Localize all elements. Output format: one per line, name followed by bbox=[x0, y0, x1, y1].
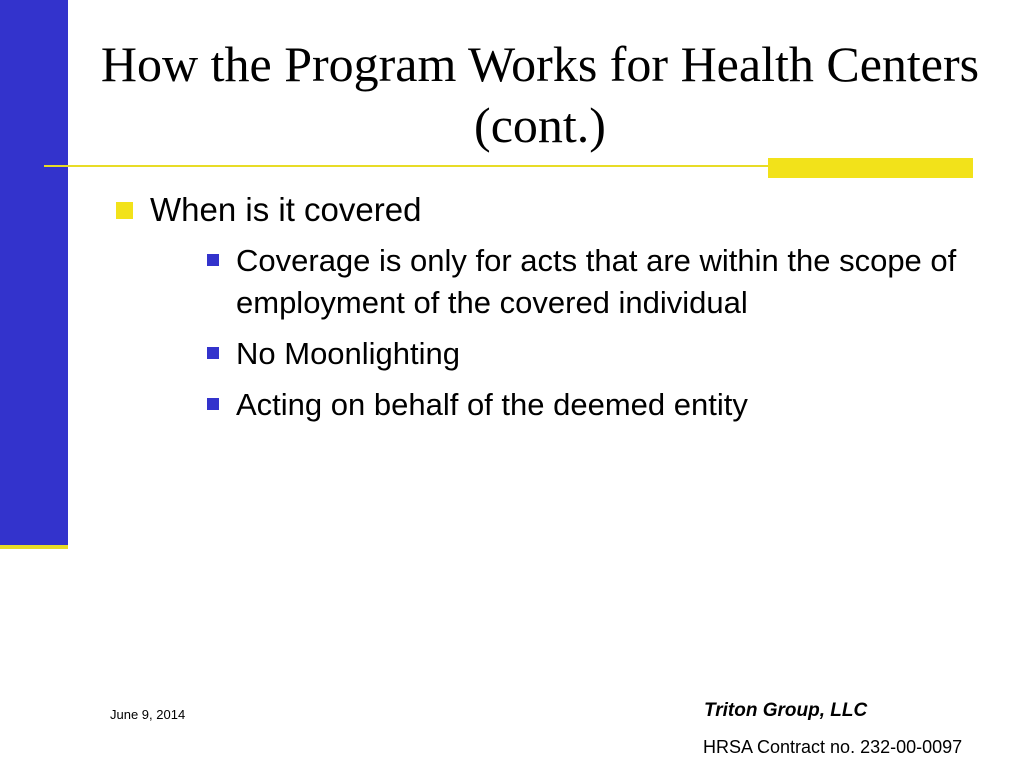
footer-date: June 9, 2014 bbox=[110, 707, 186, 722]
footer-company: Triton Group, LLC bbox=[704, 700, 868, 721]
yellow-square-bullet-icon bbox=[116, 202, 133, 219]
sub-bullet-list bbox=[150, 240, 990, 426]
bullet-item bbox=[110, 188, 990, 426]
sub-bullet-item bbox=[188, 240, 990, 324]
left-accent-bar bbox=[0, 0, 68, 545]
blue-square-bullet-icon bbox=[207, 347, 219, 359]
sub-bullet-text: Acting on behalf of the deemed entity bbox=[236, 387, 748, 422]
left-bar-underline bbox=[0, 545, 68, 549]
title-divider-block bbox=[768, 158, 973, 178]
sub-bullet-item bbox=[188, 333, 990, 375]
bullet-text: When is it covered bbox=[150, 191, 422, 228]
blue-square-bullet-icon bbox=[207, 398, 219, 410]
blue-square-bullet-icon bbox=[207, 254, 219, 266]
title-divider-line bbox=[44, 165, 770, 167]
footer-contract: HRSA Contract no. 232-00-0097 bbox=[703, 737, 963, 757]
sub-bullet-text: No Moonlighting bbox=[236, 336, 461, 371]
sub-bullet-text: Coverage is only for acts that are within the scope of employment of the covered individual bbox=[236, 243, 957, 320]
sub-bullet-item bbox=[188, 384, 990, 426]
slide-title: How the Program Works for Health Centers (cont.) bbox=[100, 36, 980, 153]
bullet-list bbox=[110, 188, 990, 435]
